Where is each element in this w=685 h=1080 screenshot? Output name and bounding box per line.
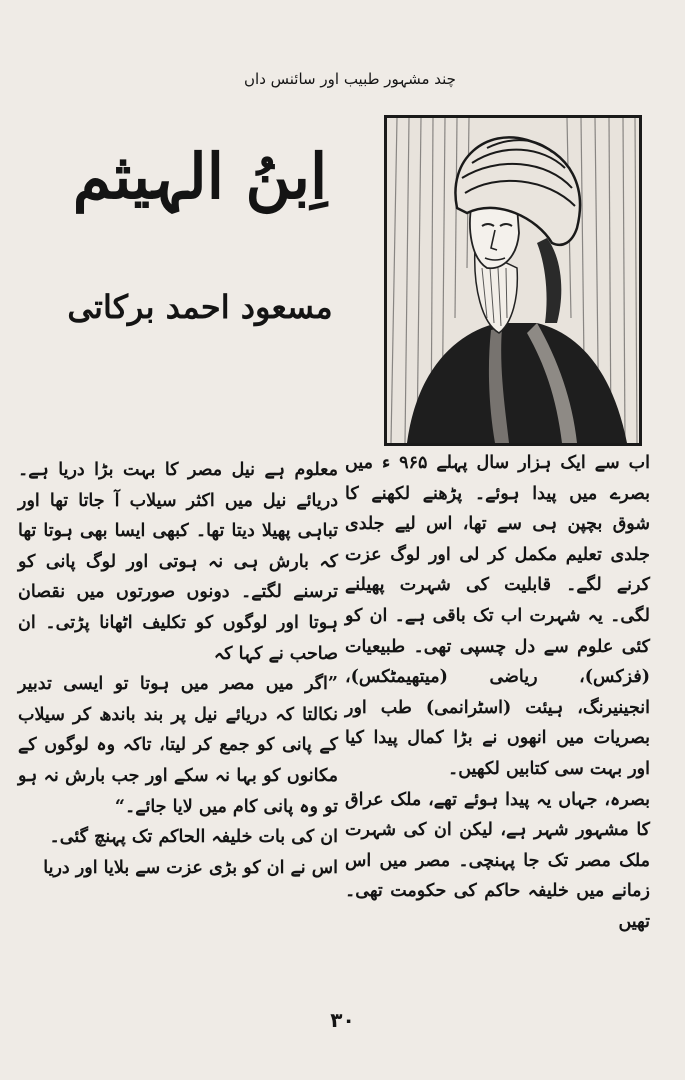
portrait-drawing	[387, 118, 639, 443]
paragraph: بصرہ، جہاں یہ پیدا ہوئے تھے، ملک عراق کا مشہور شہر ہے، لیکن ان کی شہرت ملک مصر تک جا پہنچی۔ مصر میں اس زمانے میں خلیفہ حاکم کی حکومت تھی۔ تھیں	[345, 789, 650, 932]
running-head: چند مشہور طبیب اور سائنس داں	[244, 70, 456, 88]
paragraph: اب سے ایک ہزار سال پہلے ۹۶۵ ء میں بصرے میں پیدا ہوئے۔ پڑھنے لکھنے کا شوق بچپن ہی سے تھا، اس لیے جلدی جلدی تعلیم مکمل کر لی اور لوگ عزت کرنے لگے۔ قابلیت کی شہرت پھیلنے لگی۔ یہ شہرت اب تک باقی ہے۔ ان کو کئی علوم سے دل چسپی تھی۔ طبیعیات (فزکس)، ریاضی (میتھیمٹکس)، انجینیرنگ، ہیئت (اسٹرانمی) طب اور بصریات میں انھوں نے بڑا کمال پیدا کیا اور بہت سی کتابیں لکھیں۔	[345, 453, 651, 779]
paragraph: معلوم ہے نیل مصر کا بہت بڑا دریا ہے۔ دریائے نیل میں اکثر سیلاب آ جاتا تھا اور تباہی پھیلا دیتا تھا۔ کبھی ایسا بھی ہوتا تھا کہ بارش ہی نہ ہوتی اور لوگ پانی کو ترسنے لگتے۔ دونوں صورتوں میں نقصان ہوتا اور لوگوں کو تکلیف اٹھانا پڑتی۔ ان صاحب نے کہا کہ	[18, 460, 338, 664]
portrait-illustration	[384, 115, 642, 446]
article-title: اِبنُ الہیثم	[72, 140, 328, 213]
page-number: ۳۰	[330, 1008, 355, 1032]
quotation: ”اگر میں مصر میں ہوتا تو ایسی تدبیر نکالتا کہ دریائے نیل پر بند باندھ کر سیلاب کے پانی کو جمع کر لیتا، تاکہ وہ لوگوں کے مکانوں کو بہا نہ سکے اور جب بارش نہ ہو تو وہ پانی کام میں لایا جائے۔“	[18, 674, 338, 817]
paragraph: ان کی بات خلیفہ الحاکم تک پہنچ گئی۔	[49, 827, 338, 848]
text-column-right	[345, 448, 650, 938]
paragraph: اس نے ان کو بڑی عزت سے بلایا اور دریا	[43, 857, 338, 878]
author-name: مسعود احمد برکاتی	[67, 288, 333, 326]
text-column-left	[18, 455, 338, 883]
